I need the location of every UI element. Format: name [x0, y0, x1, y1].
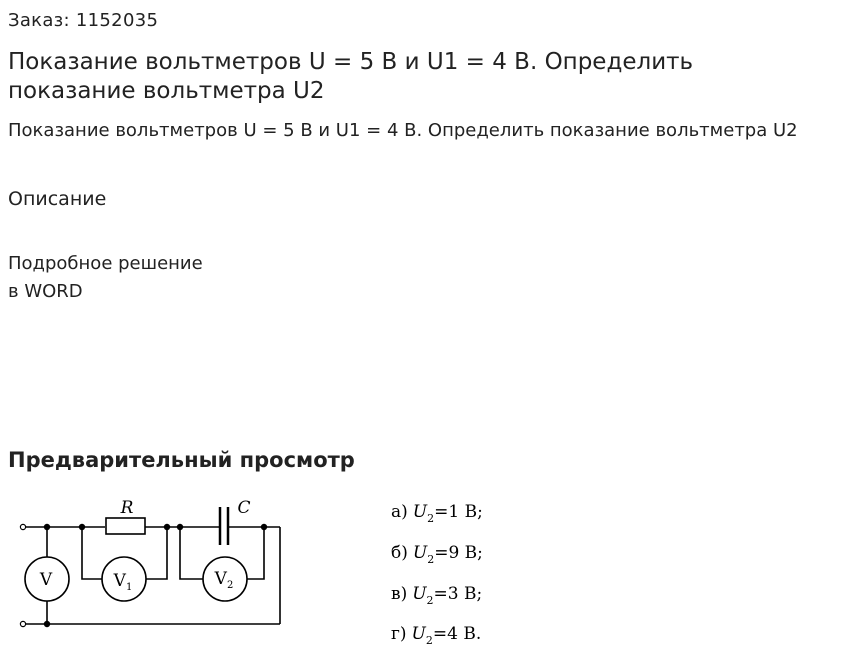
description-heading: Описание — [8, 188, 107, 210]
answer-option: б) $U_2=9$ В; — [391, 543, 483, 566]
order-number: Заказ: 1152035 — [8, 10, 159, 31]
capacitor-label: C — [237, 498, 251, 518]
description-line: Подробное решение — [8, 253, 203, 274]
preview-image — [0, 490, 847, 659]
terminal-bottom — [20, 621, 25, 626]
voltmeter-v2-label: $V_2$ — [214, 569, 234, 591]
preview-heading: Предварительный просмотр — [8, 448, 355, 472]
description-body — [8, 250, 203, 306]
answer-option: г) $U_2=4$ В. — [391, 624, 482, 647]
circuit-diagram — [0, 490, 847, 659]
description-line: в WORD — [8, 281, 83, 302]
page-title: Показание вольтметров U = 5 В и U1 = 4 В. Определить показание вольтметра U2 — [8, 49, 694, 104]
terminal-top — [20, 524, 25, 529]
voltmeter-v-label: V — [39, 570, 53, 590]
resistor-symbol — [106, 518, 145, 534]
task-summary: Показание вольтметров U = 5 В и U1 = 4 В. Определить показание вольтметра U2 — [8, 120, 798, 141]
answer-option: в) $U_2=3$ В; — [391, 584, 483, 607]
answer-option: а) $U_2=1$ В; — [391, 502, 483, 525]
resistor-label: R — [120, 498, 134, 518]
voltmeter-v1-label: $V_1$ — [113, 571, 133, 593]
